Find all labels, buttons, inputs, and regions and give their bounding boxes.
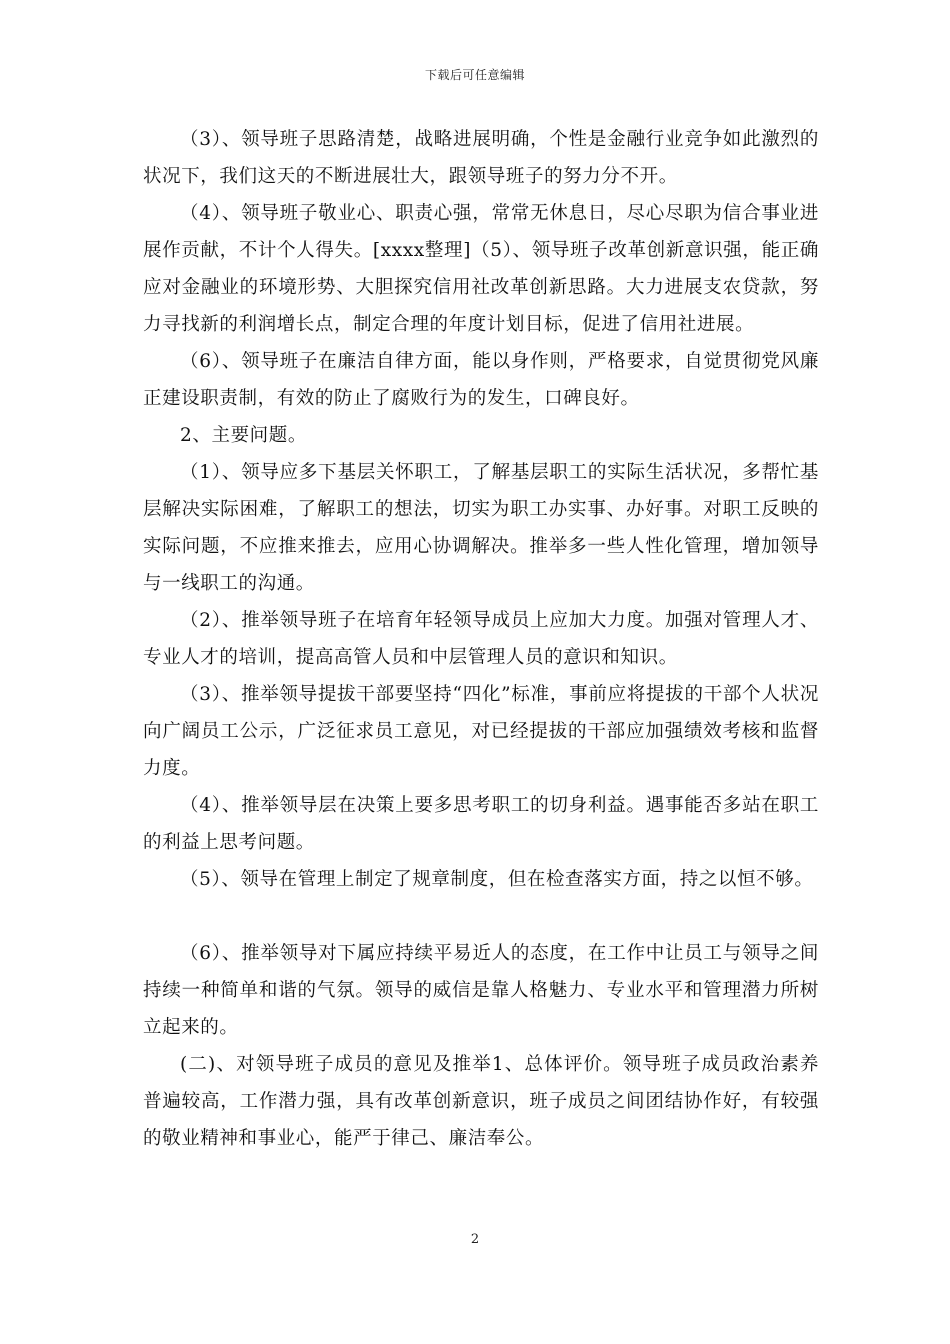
section-paragraph-members: (二)、对领导班子成员的意见及推举1、总体评价。领导班子成员政治素养普遍较高，工作潜力强，具有改革创新意识，班子成员之间团结协作好，有较强的敬业精神和事业心，能严于律己、廉洁奉公。: [143, 1054, 819, 1149]
paragraph-6: （6）、领导班子在廉洁自律方面，能以身作则，严格要求，自觉贯彻党风廉正建设职责制，有效的防止了腐败行为的发生，口碑良好。: [143, 351, 819, 409]
issue-paragraph-2: （2）、推举领导班子在培育年轻领导成员上应加大力度。加强对管理人才、专业人才的培训，提高高管人员和中层管理人员的意识和知识。: [143, 610, 819, 668]
issue-paragraph-6: （6）、推举领导对下属应持续平易近人的态度，在工作中让员工与领导之间持续一种简单和谐的气氛。领导的威信是靠人格魅力、专业水平和管理潜力所树立起来的。: [143, 943, 819, 1038]
paragraph-3: （3）、领导班子思路清楚，战略进展明确，个性是金融行业竞争如此激烈的状况下，我们这天的不断进展壮大，跟领导班子的努力分不开。: [143, 129, 819, 187]
document-body: [143, 121, 819, 1157]
issue-paragraph-1: （1）、领导应多下基层关怀职工，了解基层职工的实际生活状况，多帮忙基层解决实际困难，了解职工的想法，切实为职工办实事、办好事。对职工反映的实际问题，不应推来推去，应用心协调解决。推举多一些人性化管理，增加领导与一线职工的沟通。: [143, 462, 819, 594]
issue-paragraph-5: （5）、领导在管理上制定了规章制度，但在检查落实方面，持之以恒不够。: [180, 869, 814, 890]
page-number: 2: [470, 1232, 480, 1247]
issue-paragraph-4: （4）、推举领导层在决策上要多思考职工的切身利益。遇事能否多站在职工的利益上思考问题。: [143, 795, 819, 853]
paragraph-4-5: （4）、领导班子敬业心、职责心强，常常无休息日，尽心尽职为信合事业进展作贡献，不计个人得失。[xxxx整理]（5）、领导班子改革创新意识强，能正确应对金融业的环境形势、大胆探究信用社改革创新思路。大力进展支农贷款，努力寻找新的利润增长点，制定合理的年度计划目标，促进了信用社进展。: [143, 203, 819, 335]
page-header: 下载后可任意编辑: [424, 68, 525, 82]
section-heading-main-issues: 2、主要问题。: [180, 425, 307, 446]
issue-paragraph-3: （3）、推举领导提拔干部要坚持“四化”标准，事前应将提拔的干部个人状况向广阔员工公示，广泛征求员工意见，对已经提拔的干部应加强绩效考核和监督力度。: [143, 684, 819, 779]
